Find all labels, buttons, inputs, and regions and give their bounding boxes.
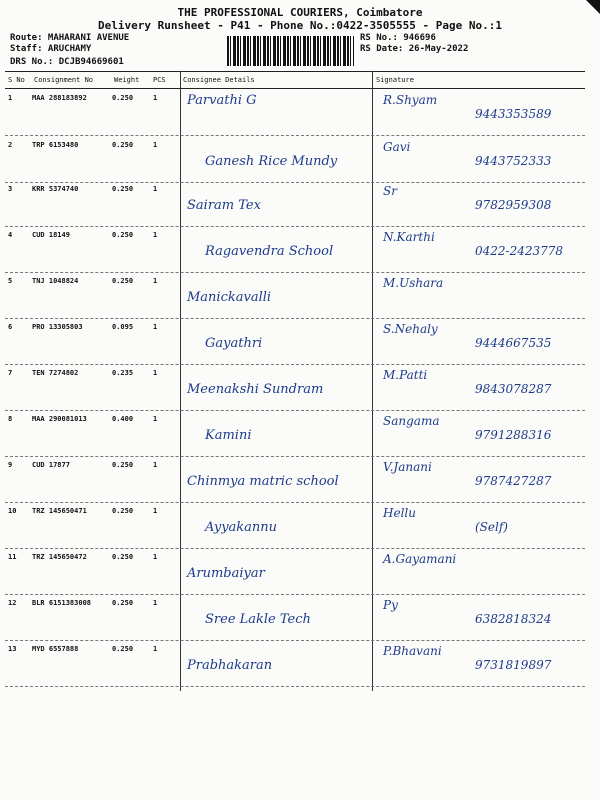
row-pcs: 1 (153, 277, 158, 285)
row-weight: 0.250 (112, 231, 134, 239)
table-row (5, 366, 585, 411)
table-top-rule (5, 71, 585, 72)
phone-handwritten: 9787427287 (475, 474, 552, 488)
row-separator (5, 226, 585, 227)
phone-handwritten: 9443353589 (475, 107, 552, 121)
row-sno: 3 (8, 185, 13, 193)
col-pcs: PCS (153, 76, 166, 84)
row-separator (5, 640, 585, 641)
row-consignment: TEN 7274802 (32, 369, 79, 377)
row-weight: 0.250 (112, 141, 134, 149)
signature-handwritten: Sr (383, 184, 397, 198)
row-sno: 6 (8, 323, 13, 331)
col-consignment: Consignment No (34, 76, 94, 84)
consignee-handwritten: Parvathi G (187, 93, 257, 108)
row-sno: 12 (8, 599, 17, 607)
row-pcs: 1 (153, 185, 158, 193)
table-row (5, 550, 585, 595)
table-row (5, 91, 585, 136)
col-signature: Signature (376, 76, 414, 84)
row-separator (5, 686, 585, 687)
consignee-handwritten: Ganesh Rice Mundy (205, 154, 338, 169)
table-row (5, 182, 585, 227)
row-consignment: TNJ 1048824 (32, 277, 79, 285)
phone-handwritten: 9443752333 (475, 154, 552, 168)
col-weight: Weight (114, 76, 140, 84)
row-consignment: PRO 13305803 (32, 323, 83, 331)
row-weight: 0.250 (112, 645, 134, 653)
phone-handwritten: 9782959308 (475, 198, 552, 212)
row-separator (5, 548, 585, 549)
col-consignee: Consignee Details (183, 76, 255, 84)
phone-handwritten: 9791288316 (475, 428, 552, 442)
phone-handwritten: 9444667535 (475, 336, 552, 350)
consignee-handwritten: Ragavendra School (205, 244, 334, 259)
company-title: THE PROFESSIONAL COURIERS, Coimbatore (177, 6, 423, 19)
row-sno: 11 (8, 553, 17, 561)
table-row (5, 274, 585, 319)
phone-handwritten: 9731819897 (475, 658, 552, 672)
table-row (5, 138, 585, 183)
row-sno: 1 (8, 94, 13, 102)
row-weight: 0.250 (112, 461, 134, 469)
row-sno: 2 (8, 141, 13, 149)
row-weight: 0.250 (112, 507, 134, 515)
consignee-handwritten: Sairam Tex (187, 198, 261, 213)
row-consignment: MYD 6557888 (32, 645, 79, 653)
consignee-handwritten: Kamini (205, 428, 252, 443)
row-separator (5, 594, 585, 595)
route-line: Route: MAHARANI AVENUE (10, 33, 130, 43)
row-weight: 0.235 (112, 369, 134, 377)
rs-number: RS No.: 946696 (360, 33, 436, 43)
signature-handwritten: R.Shyam (383, 93, 438, 107)
table-row (5, 320, 585, 365)
row-weight: 0.400 (112, 415, 134, 423)
row-sno: 10 (8, 507, 17, 515)
row-pcs: 1 (153, 599, 158, 607)
table-row (5, 596, 585, 641)
row-sno: 9 (8, 461, 13, 469)
phone-handwritten: 0422-2423778 (475, 244, 564, 258)
signature-handwritten: N.Karthi (383, 230, 435, 244)
signature-handwritten: M.Ushara (383, 276, 444, 290)
drs-number: DRS No.: DCJB94669601 (10, 57, 124, 67)
barcode-image (227, 36, 354, 66)
row-consignment: KRR 5374740 (32, 185, 79, 193)
row-separator (5, 502, 585, 503)
row-pcs: 1 (153, 415, 158, 423)
table-row (5, 228, 585, 273)
row-sno: 4 (8, 231, 13, 239)
row-weight: 0.250 (112, 599, 134, 607)
consignee-handwritten: Sree Lakle Tech (205, 612, 311, 627)
table-row (5, 504, 585, 549)
row-pcs: 1 (153, 323, 158, 331)
row-separator (5, 364, 585, 365)
row-separator (5, 135, 585, 136)
row-consignment: MAA 288183892 (32, 94, 87, 102)
row-pcs: 1 (153, 461, 158, 469)
phone-handwritten: 9843078287 (475, 382, 552, 396)
header-bottom-rule (5, 88, 585, 89)
signature-handwritten: Gavi (383, 140, 411, 154)
consignee-handwritten: Meenakshi Sundram (187, 382, 324, 397)
signature-handwritten: S.Nehaly (383, 322, 438, 336)
runsheet-subtitle: Delivery Runsheet - P41 - Phone No.:0422-3505555 - Page No.:1 (98, 19, 502, 32)
row-sno: 7 (8, 369, 13, 377)
signature-handwritten: Sangama (383, 414, 440, 428)
row-weight: 0.250 (112, 94, 134, 102)
row-consignment: TRP 6153480 (32, 141, 79, 149)
col-sno: S No (8, 76, 25, 84)
row-weight: 0.250 (112, 277, 134, 285)
table-row (5, 642, 585, 687)
signature-handwritten: P.Bhavani (383, 644, 442, 658)
row-separator (5, 410, 585, 411)
row-consignment: MAA 290081013 (32, 415, 87, 423)
row-sno: 8 (8, 415, 13, 423)
consignee-handwritten: Ayyakannu (205, 520, 278, 535)
signature-handwritten: M.Patti (383, 368, 428, 382)
row-consignment: BLR 6151383008 (32, 599, 92, 607)
row-sno: 5 (8, 277, 13, 285)
consignee-handwritten: Prabhakaran (187, 658, 273, 673)
consignee-handwritten: Arumbaiyar (187, 566, 265, 581)
row-pcs: 1 (153, 94, 158, 102)
signature-handwritten: A.Gayamani (383, 552, 457, 566)
phone-handwritten: 6382818324 (475, 612, 552, 626)
row-separator (5, 318, 585, 319)
row-pcs: 1 (153, 553, 158, 561)
table-row (5, 412, 585, 457)
signature-handwritten: Py (383, 598, 398, 612)
row-consignment: TRZ 145650471 (32, 507, 87, 515)
row-separator (5, 272, 585, 273)
consignee-handwritten: Chinmya matric school (187, 474, 339, 489)
row-weight: 0.250 (112, 553, 134, 561)
row-sno: 13 (8, 645, 17, 653)
row-consignment: TRZ 145650472 (32, 553, 87, 561)
consignee-handwritten: Manickavalli (187, 290, 272, 305)
consignee-handwritten: Gayathri (205, 336, 263, 351)
signature-handwritten: V.Janani (383, 460, 432, 474)
row-consignment: CUD 17877 (32, 461, 70, 469)
table-row (5, 458, 585, 503)
row-pcs: 1 (153, 141, 158, 149)
row-weight: 0.250 (112, 185, 134, 193)
row-separator (5, 456, 585, 457)
row-pcs: 1 (153, 369, 158, 377)
phone-handwritten: (Self) (475, 520, 508, 534)
staff-line: Staff: ARUCHAMY (10, 44, 92, 54)
row-pcs: 1 (153, 231, 158, 239)
row-pcs: 1 (153, 507, 158, 515)
row-pcs: 1 (153, 645, 158, 653)
row-consignment: CUD 18149 (32, 231, 70, 239)
row-weight: 0.095 (112, 323, 134, 331)
rs-date: RS Date: 26-May-2022 (360, 44, 469, 54)
signature-handwritten: Hellu (383, 506, 416, 520)
